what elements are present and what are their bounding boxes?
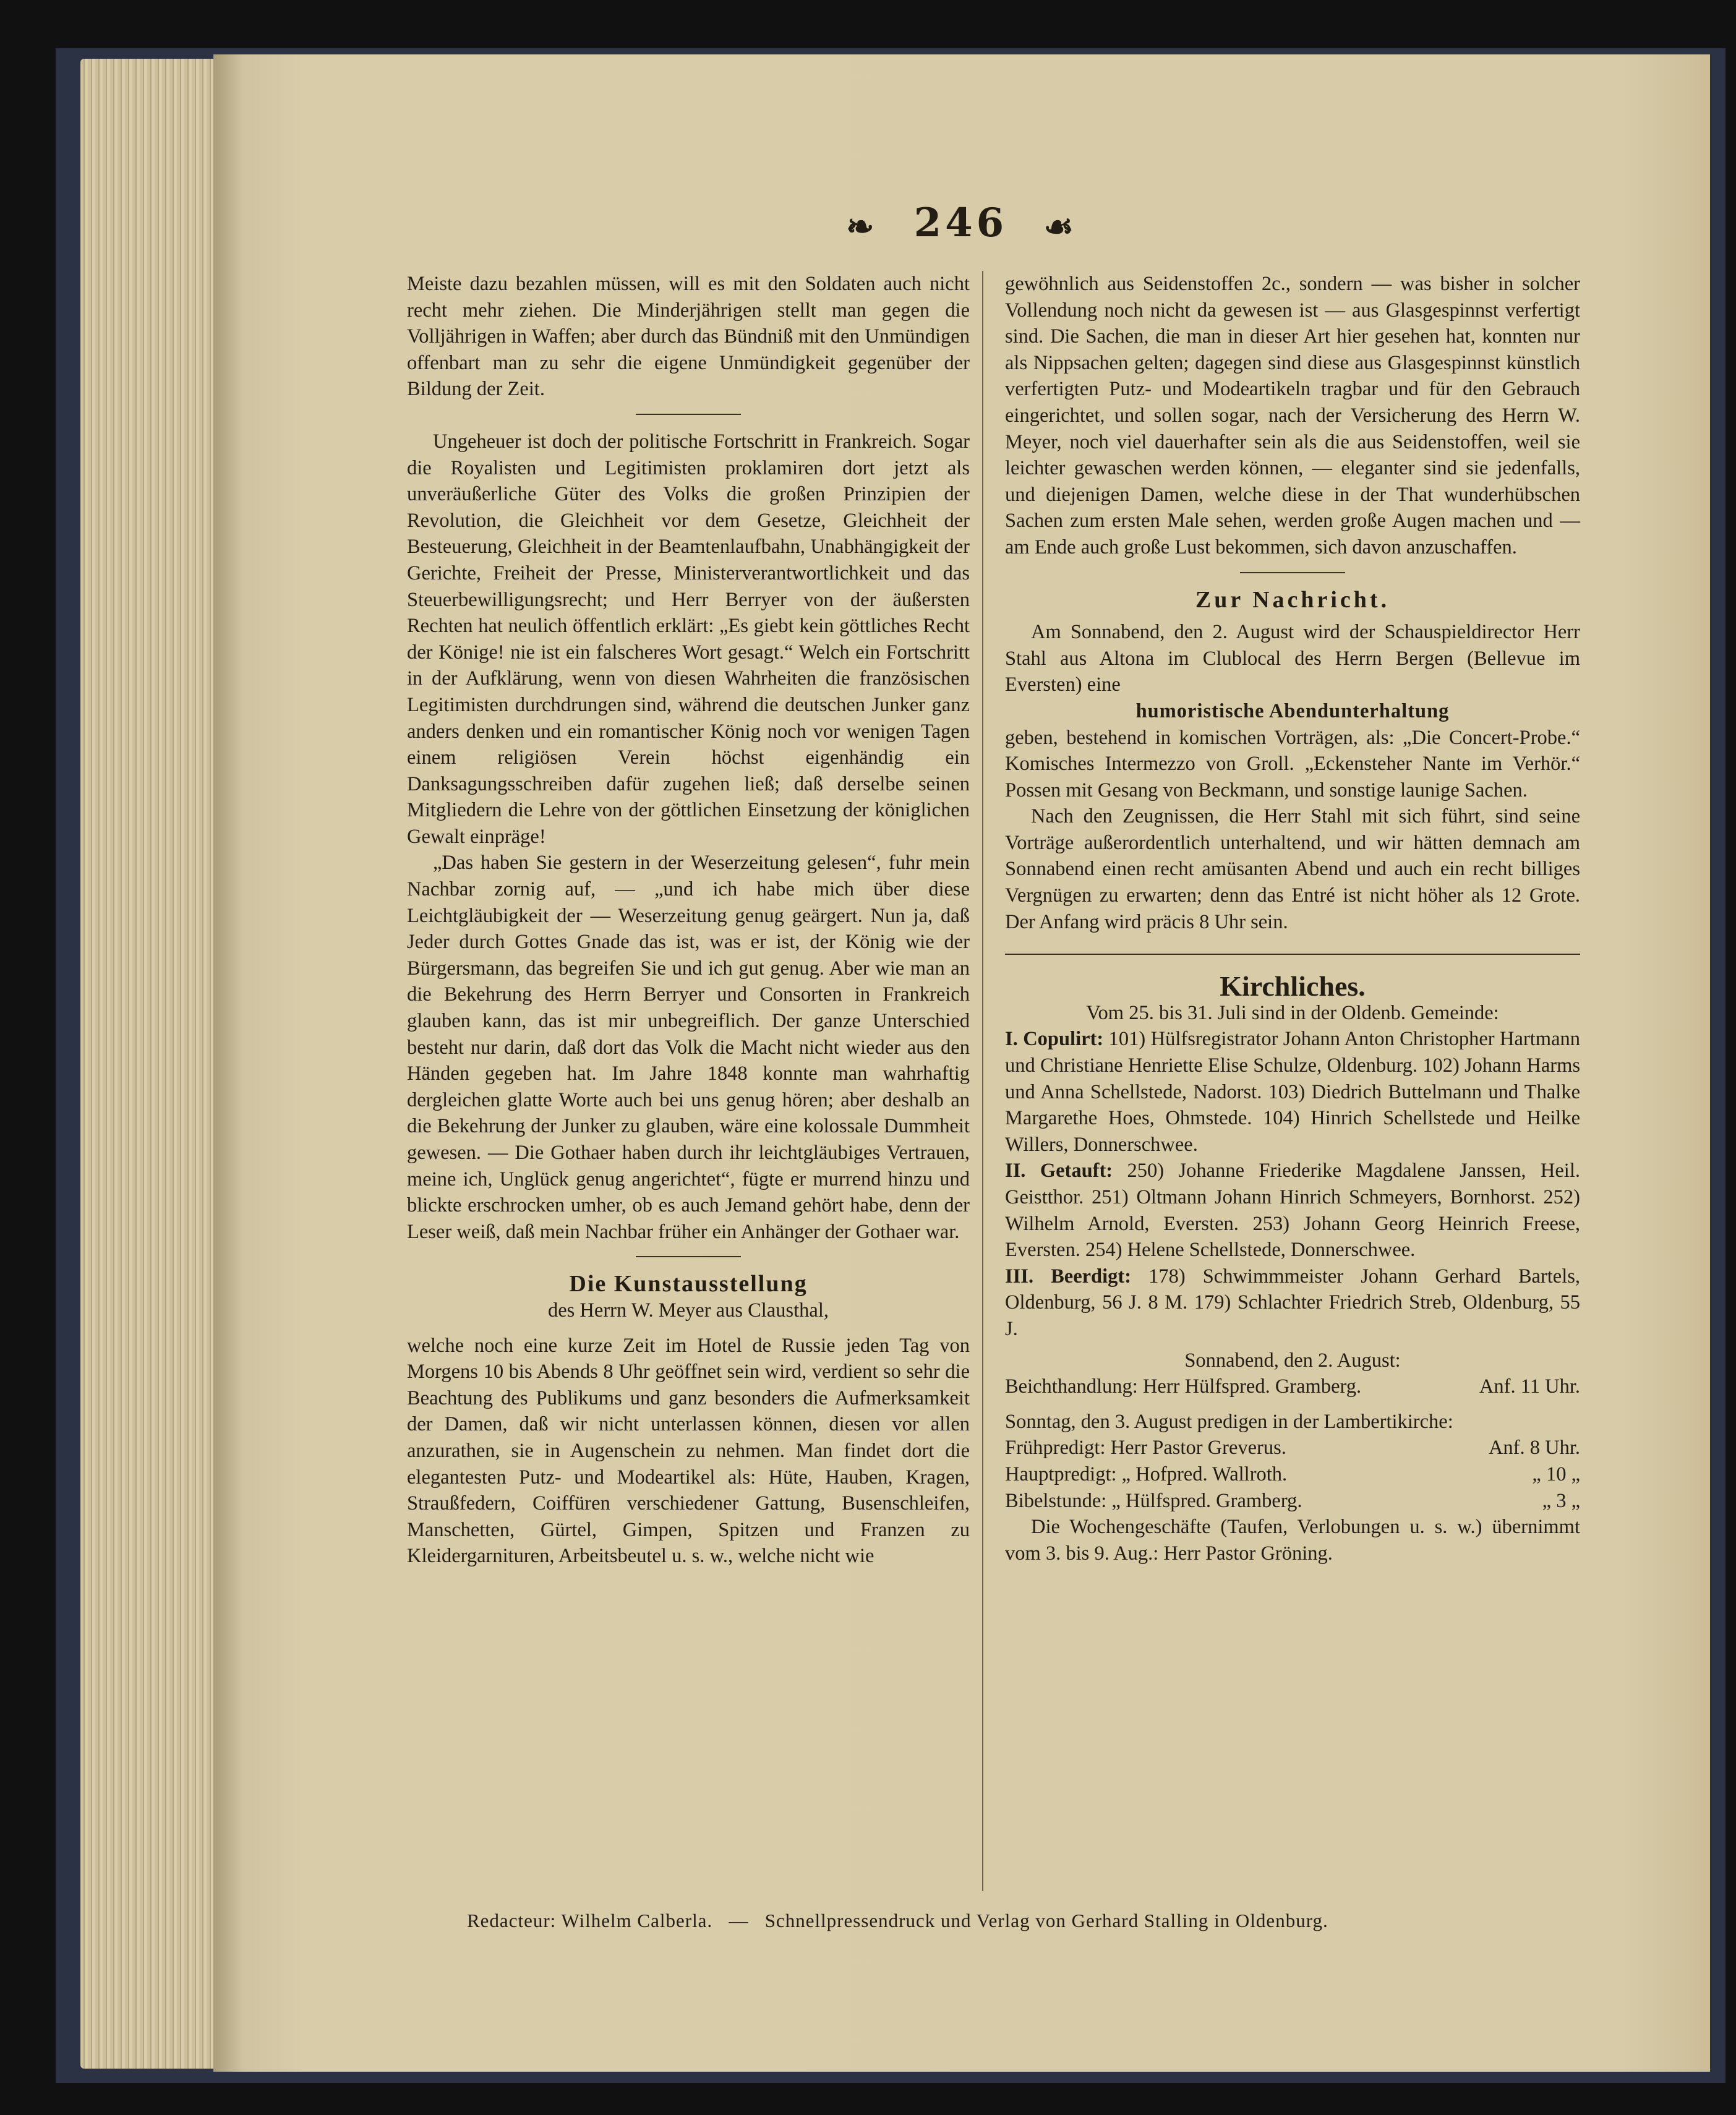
- service-left: Frühpredigt: Herr Pastor Greverus.: [1005, 1437, 1286, 1459]
- separator-rule: [636, 1256, 741, 1257]
- article-subheading: des Herrn W. Meyer aus Clausthal,: [547, 1299, 829, 1322]
- left-paragraph-3: „Das haben Sie gestern in der Weserzeitung gelesen“, fuhr mein Nachbar zornig auf, — „und ich habe mich über diese Leichtgläubigkeit der — Weserzeitung genug geärgert. Nun ja, daß Jeder durch Gottes Gnade das ist, was er ist, der König wie der Bürgersmann, das begreifen Sie und ich gut genug. Aber wie man an die Bekehrung des Herrn Berryer und Consorten in Frankreich glauben kann, das ist mir unbegreiflich. Der ganze Unterschied besteht nur darin, daß dort das Volk die Macht nicht wieder aus den Händen gegeben hat. Im Jahre 1848 konnte man wahrhaftig dergleichen glatte Worte auch bei uns genug hören; aber deshalb an die Bekehrung der Junker zu glauben, wäre eine kolossale Dummheit gewesen. — Die Gothaer haben durch ihr leichtgläubiges Vertrauen, meine ich, Unglück genug angerichtet“, fügte er murrend hinzu und blickte erschrocken umher, ob es auch Jemand gehört habe, denn der Leser weiß, daß mein Nachbar früher ein Anhänger der Gothaer war.: [407, 852, 970, 1243]
- church-intro: Vom 25. bis 31. Juli sind in der Oldenb. Gemeinde:: [1086, 1001, 1499, 1024]
- church-heading: Kirchliches.: [1220, 970, 1366, 1002]
- page-header: [213, 200, 1710, 246]
- copulirt-label: I. Copulirt:: [1005, 1028, 1104, 1051]
- beerdigt-label: III. Beerdigt:: [1005, 1265, 1132, 1288]
- copulirt-entry: [1005, 1026, 1580, 1158]
- service-row: [1005, 1488, 1580, 1515]
- printer-line: Schnellpressendruck und Verlag von Gerhard Stalling in Oldenburg.: [764, 1910, 1328, 1931]
- service-right: Anf. 8 Uhr.: [1488, 1437, 1580, 1459]
- separator-rule: [636, 414, 741, 415]
- right-paragraph-1: gewöhnlich aus Seidenstoffen 2c., sondern — was bisher in solcher Vollendung noch nicht da gewesen ist — aus Glasgespinnst verfertigt sind. Die Sachen, die man in dieser Art hier gesehen hat, konnten nur als Nippsachen gelten; dagegen sind diese aus Glasgespinnst künstlich verfertigten Putz- und Modeartikeln tragbar und für den Gebrauch eingerichtet, und sollen sogar, nach der Versicherung des Herrn W. Meyer, noch viel dauerhafter sein als die aus Seidenstoffen, weil sie leichter gewaschen werden können, — eleganter sind sie jedenfalls, und diejenigen Damen, welche diese in der That wunderhübschen Sachen zum ersten Male sehen, werden große Augen machen und — am Ende auch große Lust bekommen, sich davon anzuschaffen.: [1005, 273, 1580, 558]
- editor-line: Redacteur: Wilhelm Calberla.: [467, 1910, 713, 1931]
- left-column: [407, 271, 970, 1570]
- right-column: [1005, 271, 1580, 1566]
- beicht-row: [1005, 1374, 1580, 1400]
- notice-paragraph-2: geben, bestehend in komischen Vorträgen, als: „Die Concert-Probe.“ Komisches Intermezzo von Groll. „Eckensteher Nante im Verhör.“ Possen mit Gesang von Beckmann, und sonstige launige Sachen.: [1005, 726, 1580, 801]
- getauft-entry: [1005, 1158, 1580, 1263]
- beicht-left: Beichthandlung: Herr Hülfspred. Gramberg.: [1005, 1375, 1362, 1398]
- weekly-duties: Die Wochengeschäfte (Taufen, Verlobungen u. s. w.) übernimmt vom 3. bis 9. Aug.: Herr Pastor Gröning.: [1005, 1516, 1580, 1565]
- getauft-label: II. Getauft:: [1005, 1160, 1113, 1182]
- copulirt-text: 101) Hülfsregistrator Johann Anton Christopher Hartmann und Christiane Henriette Elise Schulze, Oldenburg. 102) Johann Harms und Anna Schellstede, Nadorst. 103) Diedrich Buttelmann und Thalke Margarethe Hoes, Ohmstede. 104) Hinrich Schellstede und Heilke Willers, Donnerschwee.: [1005, 1028, 1580, 1156]
- left-paragraph-4: welche noch eine kurze Zeit im Hotel de Russie jeden Tag von Morgens 10 bis Abends 8 Uhr geöffnet sein wird, verdient so sehr die Beachtung des Publikums und ganz besonders die Aufmerksamkeit der Damen, daß wir nicht unterlassen können, diesen vor allen anzurathen, sie in Augenschein zu nehmen. Man findet dort die elegantesten Putz- und Modeartikel als: Hüte, Hauben, Kragen, Straußfedern, Coiffüren verschiedener Gattung, Busenschleifen, Manschetten, Gürtel, Gimpen, Spitzen und Franzen zu Kleidergarnituren, Arbeitsbeutel u. s. w., welche nicht wie: [407, 1334, 970, 1568]
- beerdigt-entry: [1005, 1263, 1580, 1343]
- service-right: „ 10 „: [1532, 1463, 1580, 1485]
- section-rule: [1005, 954, 1580, 955]
- left-paragraph-1: Meiste dazu bezahlen müssen, will es mit den Soldaten auch nicht recht mehr ziehen. Die Minderjährigen stellt man gegen die Volljährigen in Waffen; aber durch das Bündniß mit den Unmündigen offenbart man zu sehr die eigene Unmündigkeit gegenüber der Bildung der Zeit.: [407, 273, 970, 401]
- footer-dash: —: [729, 1910, 749, 1931]
- service-row: [1005, 1435, 1580, 1461]
- sunday-heading: Sonntag, den 3. August predigen in der Lambertikirche:: [1005, 1410, 1453, 1433]
- getauft-text: 250) Johanne Friederike Magdalene Janssen, Heil. Geistthor. 251) Oltmann Johann Hinrich Schmeyers, Bornhorst. 252) Wilhelm Arnold, Eversten. 253) Johann Georg Heinrich Freese, Eversten. 254) Helene Schellstede, Donnerschwee.: [1005, 1160, 1580, 1262]
- beicht-right: Anf. 11 Uhr.: [1479, 1375, 1580, 1398]
- notice-heading: Zur Nachricht.: [1195, 586, 1390, 613]
- saturday-heading: Sonnabend, den 2. August:: [1184, 1349, 1401, 1372]
- newspaper-page: [213, 54, 1710, 2072]
- left-ornament-icon: ❧: [846, 206, 878, 246]
- service-left: Hauptpredigt: „ Hofpred. Wallroth.: [1005, 1463, 1288, 1485]
- page-number: 246: [913, 200, 1008, 246]
- imprint: [467, 1910, 1580, 1932]
- service-left: Bibelstunde: „ Hülfspred. Gramberg.: [1005, 1489, 1302, 1512]
- notice-event-title: humoristische Abendunterhaltung: [1135, 699, 1450, 722]
- column-divider: [982, 271, 983, 1891]
- notice-paragraph-1: Am Sonnabend, den 2. August wird der Schauspieldirector Herr Stahl aus Altona im Clublocal des Herrn Bergen (Bellevue im Eversten) eine: [1005, 621, 1580, 696]
- service-right: „ 3 „: [1542, 1489, 1580, 1512]
- right-ornament-icon: ☙: [1043, 206, 1077, 246]
- page-edges: [80, 59, 229, 2069]
- notice-paragraph-3: Nach den Zeugnissen, die Herr Stahl mit sich führt, sind seine Vorträge außerordentlich unterhaltend, und wir hätten demnach am Sonnabend einen recht amüsanten Abend und auch ein recht billiges Vergnügen zu erwarten; denn das Entré ist nicht höher als 12 Grote. Der Anfang wird präcis 8 Uhr sein.: [1005, 805, 1580, 933]
- service-row: [1005, 1461, 1580, 1488]
- beerdigt-text: 178) Schwimmmeister Johann Gerhard Bartels, Oldenburg, 56 J. 8 M. 179) Schlachter Friedrich Streb, Oldenburg, 55 J.: [1005, 1265, 1581, 1340]
- article-heading: Die Kunstausstellung: [569, 1271, 808, 1297]
- left-paragraph-2: Ungeheuer ist doch der politische Fortschritt in Frankreich. Sogar die Royalisten und Legitimisten proklamiren dort jetzt als unveräußerliche Güter des Volks die großen Prinzipien der Revolution, die Gleichheit vor dem Gesetze, Gleichheit der Besteuerung, Gleichheit in der Beamtenlaufbahn, Unabhängigkeit der Gerichte, Freiheit der Presse, Ministerverantwortlichkeit und das Steuerbewilligungsrecht; und Herr Berryer von der äußersten Rechten hat neulich öffentlich erklärt: „Es giebt kein göttliches Recht der Könige! nie ist ein falscheres Wort gesagt.“ Welch ein Fortschritt in der Aufklärung, wenn von diesen Wahrheiten die französischen Legitimisten durchdrungen sind, während die deutschen Junker ganz anders denken und ein romantischer König noch vor wenigen Tagen einem religiösen Verein höchst eigenhändig ein Danksagungsschreiben dafür zugehen ließ; daß derselbe seinen Mitgliedern die Lehre von der göttlichen Einsetzung der königlichen Gewalt einpräge!: [407, 430, 970, 848]
- separator-rule: [1240, 572, 1345, 573]
